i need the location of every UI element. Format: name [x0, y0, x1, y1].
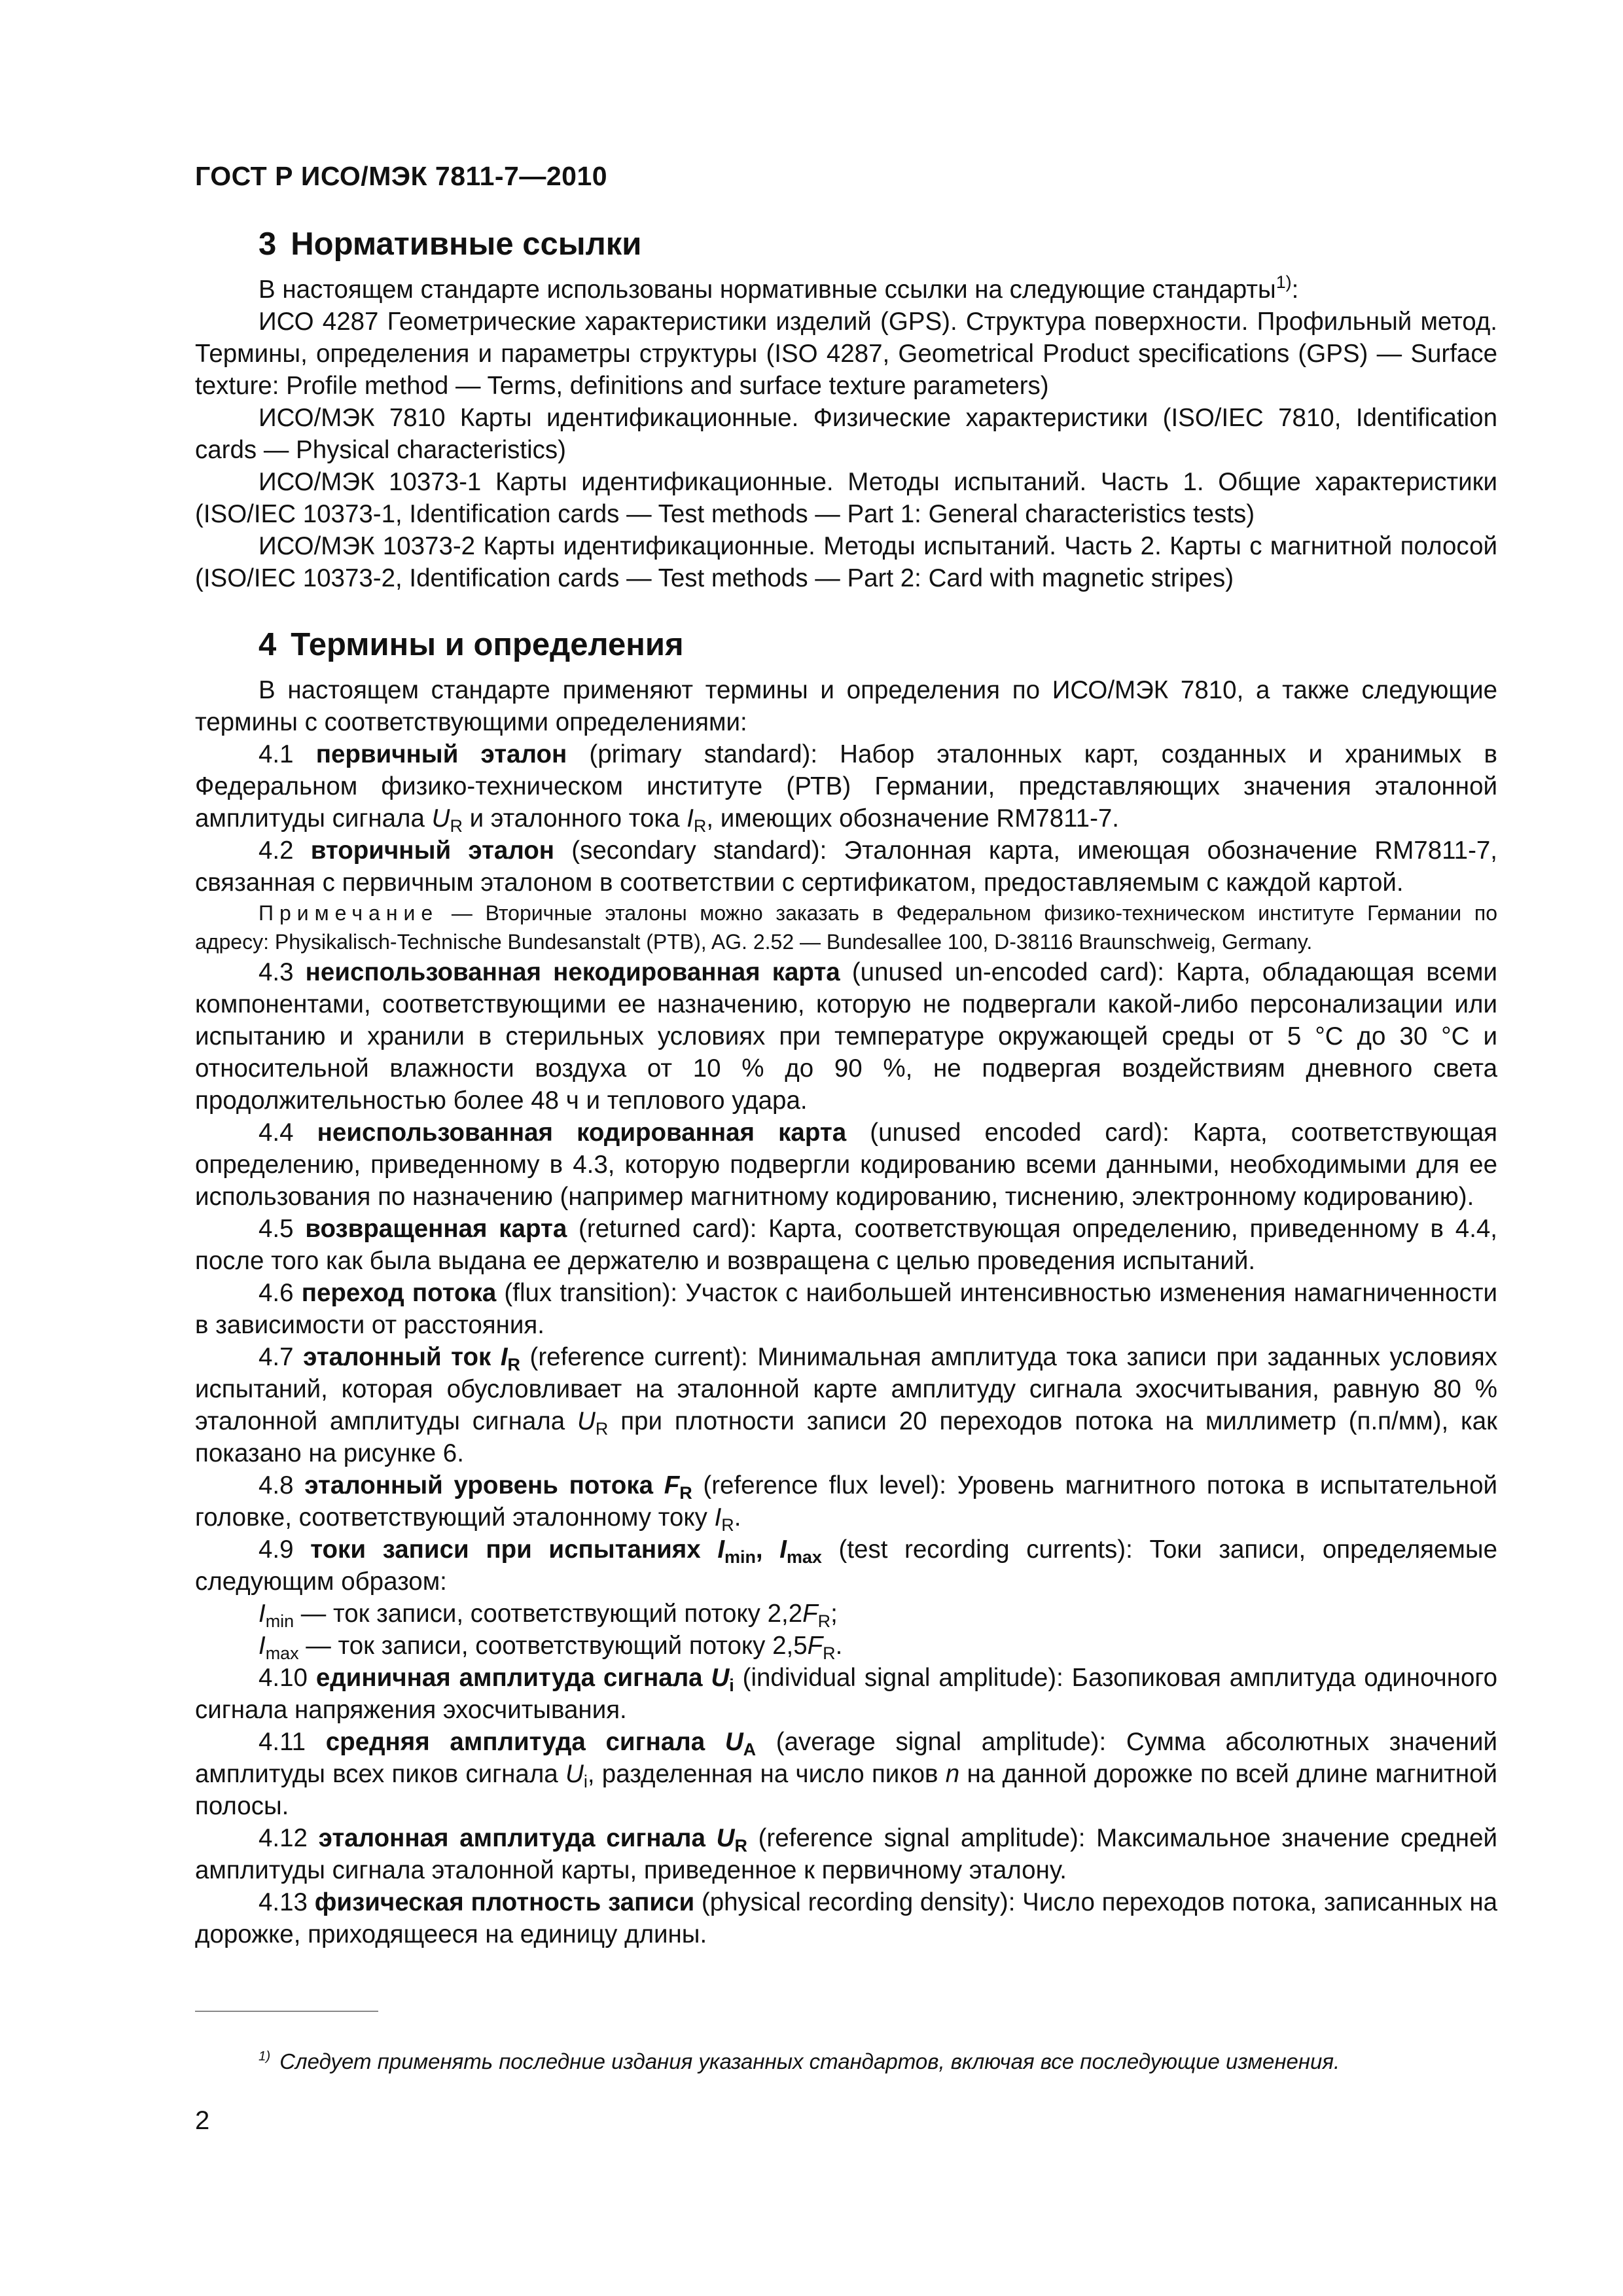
term-name: эталонный ток [303, 1343, 501, 1371]
term-text: (average signal amplitude): Сумма абсолютных значений амплитуды всех пиков сигнала [195, 1728, 1497, 1788]
formula-punct: ; [830, 1600, 838, 1628]
term-text: (test recording currents): Токи записи, определяемые следующим образом: [195, 1535, 1497, 1596]
subscript: A [743, 1740, 757, 1759]
term-4-7 [195, 1341, 1497, 1469]
symbol: F [802, 1600, 818, 1628]
term-text: на данной дорожке по всей длине магнитной полосы. [195, 1760, 1498, 1820]
term-number: 4.5 [259, 1215, 294, 1243]
term-name: вторичный эталон [310, 836, 555, 865]
symbol: U [711, 1664, 730, 1692]
subscript: R [450, 816, 463, 836]
subscript: R [823, 1643, 836, 1663]
term-4-3 [195, 956, 1497, 1117]
term-4-4 [195, 1117, 1497, 1213]
symbol: U [577, 1407, 596, 1435]
subscript: R [817, 1611, 831, 1631]
term-text: (secondary standard): Эталонная карта, имеющая обозначение RM7811-7, связанная с первичным эталоном в соответствии с сертификатом, предоставляемым с каждой картой. [195, 836, 1497, 897]
section-4-heading [195, 623, 1497, 666]
subscript: R [595, 1419, 609, 1439]
term-number: 4.3 [259, 958, 294, 986]
symbol: U [724, 1728, 743, 1756]
normative-reference: ИСО/МЭК 10373-1 Карты идентификационные. Методы испытаний. Часть 1. Общие характеристики (ISO/IEC 10373-1, Identification cards — Test methods — Part 1: General characteristics tests) [195, 468, 1497, 528]
symbol: I [500, 1343, 508, 1371]
intro-text: В настоящем стандарте использованы нормативные ссылки на следующие стандарты [259, 276, 1276, 304]
subscript: min [724, 1547, 756, 1567]
separator: , [755, 1535, 780, 1564]
formula-punct: . [835, 1632, 843, 1660]
note-label: Примечание [259, 901, 439, 925]
symbol: I [259, 1600, 266, 1628]
term-number: 4.4 [259, 1119, 294, 1147]
term-text: . [734, 1503, 741, 1532]
note [195, 899, 1497, 956]
term-number: 4.8 [259, 1471, 294, 1499]
symbol: U [431, 804, 450, 833]
term-text: , разделенная на число пиков [587, 1760, 946, 1788]
term-4-11 [195, 1726, 1497, 1822]
footnote-mark: 1) [259, 2049, 271, 2064]
page-content [195, 223, 1497, 1950]
term-text: (reference flux level): Уровень магнитного потока в испытательной головке, соответствующий эталонному току [195, 1471, 1497, 1532]
formula-text: — ток записи, соответствующий потоку 2,2 [294, 1600, 803, 1628]
term-4-5 [195, 1213, 1497, 1277]
note-text: — Вторичные эталоны можно заказать в Федеральном физико-техническом институте Германии по адресу: Physikalisch-Technische Bundesanstalt (PTB), AG. 2.52 — Bundesallee 100, D-38116 Braunschweig, Germany. [195, 901, 1497, 954]
term-number: 4.2 [259, 836, 294, 865]
term-text: (individual signal amplitude): Базопиковая амплитуда одиночного сигнала напряжения эхосчитывания. [195, 1664, 1497, 1724]
term-number: 4.7 [259, 1343, 294, 1371]
subscript: R [507, 1355, 520, 1374]
symbol: I [714, 1503, 722, 1532]
term-number: 4.9 [259, 1535, 294, 1564]
page-number: 2 [195, 2106, 210, 2135]
term-4-6 [195, 1277, 1497, 1341]
normative-reference: ИСО 4287 Геометрические характеристики изделий (GPS). Структура поверхности. Профильный метод. Термины, определения и параметры структуры (ISO 4287, Geometrical Product specifications (GPS) — Surface texture: Profile method — Terms, definitions and surface texture parameters) [195, 308, 1497, 400]
term-4-12 [195, 1822, 1497, 1886]
term-4-1 [195, 738, 1497, 834]
subscript: max [786, 1547, 822, 1567]
term-number: 4.6 [259, 1279, 294, 1307]
term-text: (unused un-encoded card): Карта, обладающая всеми компонентами, соответствующими ее назначению, которую не подвергали какой-либо персонализации или испытанию и хранили в стерильных условиях при температуре окружающей среды от 5 °C до 30 °C и относительной влажности воздуха от 10 % до 90 %, не подвергая воздействиям дневного света продолжительностью более 48 ч и теплового удара. [195, 958, 1497, 1115]
term-text: (primary standard): Набор эталонных карт, созданных и хранимых в Федеральном физико-техническом институте (РТВ) Германии, представляющих значения эталонной амплитуды сигнала [195, 740, 1497, 833]
term-name: единичная амплитуда сигнала [315, 1664, 711, 1692]
formula-line [195, 1630, 1497, 1662]
subscript: R [721, 1515, 734, 1535]
term-name: эталонная амплитуда сигнала [318, 1824, 717, 1852]
normative-reference: ИСО/МЭК 7810 Карты идентификационные. Физические характеристики (ISO/IEC 7810, Identification cards — Physical characteristics) [195, 404, 1497, 464]
formula-text: — ток записи, соответствующий потоку 2,5 [298, 1632, 808, 1660]
term-text: (reference signal amplitude): Максимальное значение средней амплитуды сигнала эталонной карты, приведенное к первичному эталону. [195, 1824, 1497, 1884]
formula-line [195, 1598, 1497, 1630]
term-name: первичный эталон [315, 740, 567, 768]
section-title: Термины и определения [291, 627, 684, 662]
term-name: возвращенная карта [305, 1215, 567, 1243]
term-text: (returned card): Карта, соответствующая определению, приведенному в 4.4, после того как была выдана ее держателю и возвращена с целью проведения испытаний. [195, 1215, 1497, 1275]
term-name: средняя амплитуда сигнала [325, 1728, 725, 1756]
term-text: (flux transition): Участок с наибольшей интенсивностью изменения намагниченности в зависимости от расстояния. [195, 1279, 1497, 1339]
subscript: R [693, 816, 707, 836]
term-4-9 [195, 1534, 1497, 1598]
term-name: токи записи при испытаниях [310, 1535, 718, 1564]
term-number: 4.13 [259, 1888, 308, 1916]
term-text: (unused encoded card): Карта, соответствующая определению, приведенному в 4.3, которую подвергли кодированию всеми данными, необходимыми для ее использования по назначению (например магнитному кодированию, тиснению, электронному кодированию). [195, 1119, 1497, 1211]
subscript: i [583, 1772, 588, 1791]
symbol: I [687, 804, 694, 833]
footnote [259, 2047, 1497, 2076]
term-name: физическая плотность записи [314, 1888, 695, 1916]
term-text: (physical recording density): Число переходов потока, записанных на дорожке, приходящееся на единицу длины. [195, 1888, 1497, 1948]
intro-punct: : [1291, 276, 1299, 304]
section-3-heading [195, 223, 1497, 266]
subscript: R [679, 1483, 692, 1503]
term-text: при плотности записи 20 переходов потока на миллиметр (п.п/мм), как показано на рисунке 6. [195, 1407, 1497, 1467]
normative-reference: ИСО/МЭК 10373-2 Карты идентификационные. Методы испытаний. Часть 2. Карты с магнитной полосой (ISO/IEC 10373-2, Identification cards — Test methods — Part 2: Card with magnetic stripes) [195, 532, 1497, 592]
symbol: I [717, 1535, 725, 1564]
symbol: F [664, 1471, 680, 1499]
term-name: эталонный уровень потока [304, 1471, 664, 1499]
footnote-text: Следует применять последние издания указанных стандартов, включая все последующие изменения. [279, 2049, 1340, 2073]
term-name: неиспользованная некодированная карта [305, 958, 840, 986]
section-4-intro: В настоящем стандарте применяют термины и определения по ИСО/МЭК 7810, а также следующие термины с соответствующими определениями: [195, 676, 1497, 736]
symbol: U [716, 1824, 735, 1852]
section-number: 4 [259, 627, 277, 662]
document-header: ГОСТ Р ИСО/МЭК 7811-7—2010 [195, 161, 608, 191]
footnote-reference[interactable]: 1) [1275, 272, 1292, 292]
term-number: 4.10 [259, 1664, 308, 1692]
term-4-10 [195, 1662, 1497, 1726]
section-3-intro [195, 274, 1497, 306]
symbol: n [945, 1760, 960, 1788]
subscript: i [729, 1676, 734, 1695]
section-number: 3 [259, 226, 277, 262]
term-4-13 [195, 1886, 1497, 1950]
subscript: max [265, 1643, 299, 1663]
term-number: 4.12 [259, 1824, 308, 1852]
footnote-divider [195, 2011, 378, 2012]
term-4-8 [195, 1469, 1497, 1534]
term-number: 4.11 [259, 1728, 306, 1756]
section-title: Нормативные ссылки [291, 226, 642, 262]
subscript: R [734, 1836, 747, 1856]
term-text: , имеющих обозначение RM7811-7. [706, 804, 1120, 833]
term-4-2 [195, 834, 1497, 899]
term-text: (reference current): Минимальная амплитуда тока записи при заданных условиях испытаний, которая обусловливает на эталонной карте амплитуду сигнала эхосчитывания, равную 80 % эталонной амплитуды сигнала [195, 1343, 1497, 1435]
term-name: переход потока [301, 1279, 497, 1307]
term-name: неиспользованная кодированная карта [317, 1119, 847, 1147]
symbol: I [779, 1535, 787, 1564]
term-text: и эталонного тока [462, 804, 687, 833]
symbol: F [807, 1632, 823, 1660]
term-number: 4.1 [259, 740, 294, 768]
symbol: U [565, 1760, 584, 1788]
subscript: min [265, 1611, 294, 1631]
symbol: I [259, 1632, 266, 1660]
